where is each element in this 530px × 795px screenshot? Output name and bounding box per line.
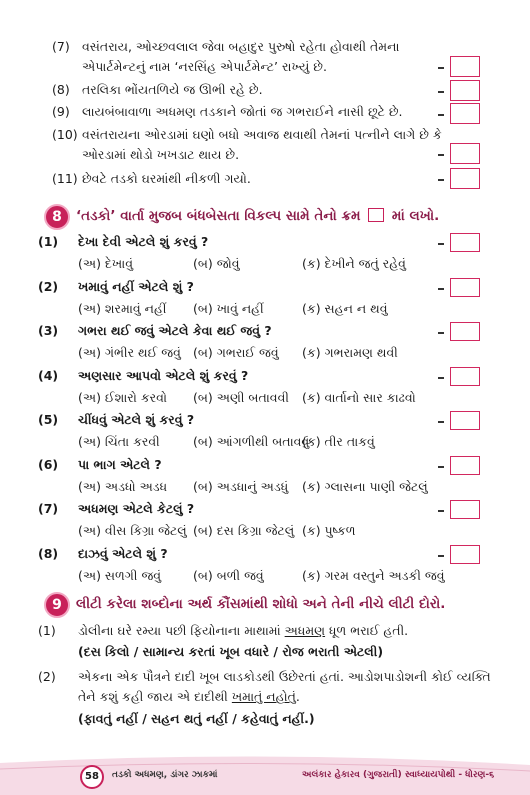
item-text: તરલિકા ભોંયતળિયે જ ઊભી રહે છે. [82,82,263,97]
answer-dash [438,421,444,423]
footer-right-text: અલંકાર હેકારવ (ગુજરાતી) સ્વાધ્યાયપોથી - ધોરણ-૬ [302,770,495,780]
item-text: ઓરડામાં થોડો ખખડાટ થાય છે. [82,147,240,162]
answer-box[interactable] [450,278,480,297]
sentence-part: ડોલીના ઘરે રમ્યા પછી ફિયોનાના માથામાં [78,623,285,638]
answer-dash [438,114,444,116]
option-b[interactable]: (બ) આંગળીથી બતાવવું [193,434,310,449]
option-b[interactable]: (બ) અડધાનું અડધું [193,479,289,494]
answer-dash [438,288,444,290]
answer-box[interactable] [450,322,480,341]
option-c[interactable]: (ક) પુષ્કળ [302,523,356,538]
meaning-options[interactable]: (દસ કિલો / સામાન્ય કરતાં ખૂબ વધારે / રોજ ભરાતી એટલી) [78,644,384,659]
question-text: અણસાર આપવો એટલે શું કરવું ? [78,368,249,383]
item-number: (2) [38,669,56,684]
question-text: ખમાવું નહીં એટલે શું ? [78,279,194,294]
question-text: અધમણ એટલે કેટલું ? [78,501,195,516]
item-number: (7) [52,39,70,54]
answer-box[interactable] [450,456,480,475]
answer-dash [438,154,444,156]
underlined-word: ખમાતું નહોતું [231,689,296,704]
page-number-badge: 58 [80,765,104,789]
section-number-badge: 9 [44,592,70,618]
question-text: પા ભાગ એટલે ? [78,457,162,472]
sentence-part: . [295,689,300,704]
question-number: (7) [38,501,59,516]
option-b[interactable]: (બ) અણી બતાવવી [193,390,289,405]
answer-dash [438,332,444,334]
item-text: છેવટે તડકો ઘરમાંથી નીકળી ગયો. [82,171,251,186]
answer-box[interactable] [450,411,480,430]
answer-box[interactable] [450,168,480,189]
answer-box[interactable] [450,500,480,519]
answer-box[interactable] [450,103,480,124]
option-c[interactable]: (ક) તીર તાકવું [302,434,375,449]
option-a[interactable]: (અ) સળગી જવું [78,568,162,583]
option-c[interactable]: (ક) ગ્લાસના પાણી જેટલું [302,479,428,494]
option-b[interactable]: (બ) ગભરાઈ જવું [193,345,279,360]
question-number: (1) [38,234,59,249]
question-text: ગભરા થઈ જવું એટલે કેવા થઈ જવું ? [78,323,272,338]
section-number-badge: 8 [44,204,70,230]
section-title-text: ‘તડકો’ વાર્તા મુજબ બંધબેસતા વિકલ્પ સામે તેનો ક્રમ [76,208,361,224]
item-text: એકના એક પૌત્રને દાદી ખૂબ લાડકોડથી ઉછેરતાં હતાં. આડોશપાડોશની કોઈ વ્યક્તિ [78,669,491,684]
option-c[interactable]: (ક) ગભરામણ થવી [302,345,398,360]
answer-dash [438,179,444,181]
item-text: વસંતરાય, ઓચ્છવલાલ જેવા બહાદુર પુરુષો રહેતા હોવાથી તેમના [82,39,400,54]
option-a[interactable]: (અ) વીસ કિગ્રા જેટલું [78,523,187,538]
sentence-part: ધૂળ ભરાઈ હતી. [325,623,409,638]
option-a[interactable]: (અ) શરમાવું નહીં [78,301,167,316]
answer-box[interactable] [450,56,480,77]
section-title: લીટી કરેલા શબ્દોના અર્થ કૌંસમાંથી શોધો અને તેની નીચે લીટી દોરો. [76,596,446,612]
option-a[interactable]: (અ) અડધો અડધ [78,479,168,494]
item-text: લાયબંબાવાળા અધમણ તડકાને જોતાં જ ગભરાઈને નાસી છૂટે છે. [82,104,403,119]
answer-box[interactable] [450,233,480,252]
underlined-word: અધમણ [284,623,326,638]
option-a[interactable]: (અ) ઈશારો કરવો [78,390,168,405]
item-number: (10) [52,127,78,142]
question-text: ચીંધવું એટલે શું કરવું ? [78,412,195,427]
option-a[interactable]: (અ) દેખાવું [78,256,134,271]
option-b[interactable]: (બ) જોવું [193,256,240,271]
option-c[interactable]: (ક) ગરમ વસ્તુને અડકી જવું [302,568,445,583]
answer-dash [438,555,444,557]
answer-box[interactable] [450,80,480,101]
question-number: (4) [38,368,59,383]
item-text: એપાર્ટમેન્ટનું નામ ‘નરસિંહ એપાર્ટમેન્ટ’ રાખ્યું છે. [82,59,327,74]
item-number: (11) [52,171,78,186]
option-a[interactable]: (અ) ચિંતા કરવી [78,434,160,449]
answer-dash [438,466,444,468]
meaning-options[interactable]: (ફાવતું નહીં / સહન થતું નહીં / કહેવાતું નહીં.) [78,711,315,726]
answer-box[interactable] [450,545,480,564]
option-c[interactable]: (ક) વાર્તાનો સાર કાઢવો [302,390,416,405]
item-text [78,688,300,706]
option-b[interactable]: (બ) બળી જવું [193,568,264,583]
option-c[interactable]: (ક) દેખીને જતું રહેવું [302,256,406,271]
question-number: (8) [38,546,59,561]
answer-dash [438,91,444,93]
question-number: (3) [38,323,59,338]
question-number: (5) [38,412,59,427]
footer-left-text: તડકો અધમણ, ડાંગર ઝાકમાં [112,770,218,780]
answer-dash [438,67,444,69]
option-b[interactable]: (બ) ખાવું નહીં [193,301,264,316]
item-text: વસંતરાયના ઓરડામાં ઘણો બધો અવાજ થવાથી તેમનાં પત્નીને લાગે છે કે [82,127,442,142]
question-number: (6) [38,457,59,472]
answer-dash [438,510,444,512]
answer-box-sample-icon [368,208,384,222]
option-a[interactable]: (અ) ગંભીર થઈ જવું [78,345,181,360]
option-c[interactable]: (ક) સહન ન થવું [302,301,388,316]
answer-box[interactable] [450,367,480,386]
sentence-part: તેને કશું કહી જાય એ દાદીથી [78,689,232,704]
question-text: દાઝવું એટલે શું ? [78,546,168,561]
question-text: દેખા દેવી એટલે શું કરવું ? [78,234,209,249]
answer-dash [438,243,444,245]
option-b[interactable]: (બ) દસ કિગ્રા જેટલું [193,523,295,538]
page-footer [0,755,530,795]
item-number: (8) [52,82,70,97]
answer-dash [438,377,444,379]
item-number: (1) [38,623,56,638]
question-number: (2) [38,279,59,294]
item-number: (9) [52,104,70,119]
answer-box[interactable] [450,143,480,164]
section-title-text: માં લખો. [391,208,440,224]
item-text [78,622,408,640]
section-title [76,208,439,224]
